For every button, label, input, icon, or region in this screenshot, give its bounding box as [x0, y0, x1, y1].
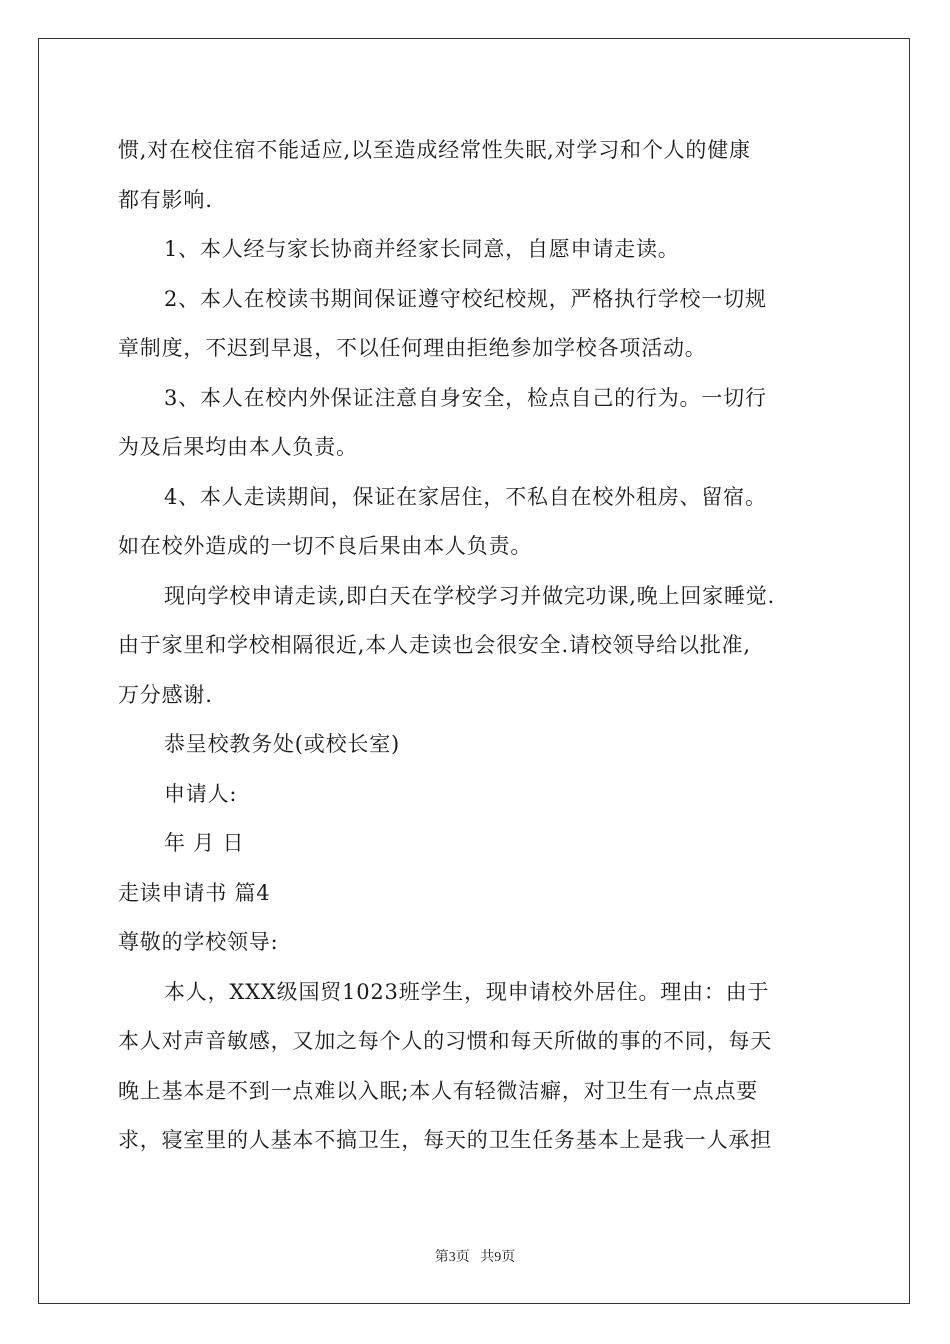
salutation: 尊敬的学校领导:: [118, 930, 279, 954]
document-body: [118, 126, 832, 1166]
text-line: 年 月 日: [164, 831, 245, 855]
text-line: 4、本人走读期间，保证在家居住，不私自在校外租房、留宿。: [164, 484, 767, 509]
text-line: 惯,对在校住宿不能适应,以至造成经常性失眠,对学习和个人的健康: [118, 138, 751, 162]
text-line: 如在校外造成的一切不良后果由本人负责。: [118, 534, 533, 558]
page-number: 第3页: [434, 1250, 470, 1265]
text-line: 本人对声音敏感，又加之每个人的习惯和每天所做的事的不同，每天: [118, 1029, 772, 1053]
text-line: 为及后果均由本人负责。: [118, 435, 358, 459]
text-line: 恭呈校教务处(或校长室): [164, 732, 400, 756]
text-line: 由于家里和学校相隔很近,本人走读也会很安全.请校领导给以批准,: [118, 633, 751, 657]
page-footer: [0, 1246, 950, 1266]
text-line: 1、本人经与家长协商并经家长同意，自愿申请走读。: [164, 237, 680, 261]
text-line: 万分感谢.: [118, 682, 213, 707]
text-line: 申请人:: [164, 781, 238, 806]
text-line: 晚上基本是不到一点难以入眠;本人有轻微洁癖，对卫生有一点点要: [118, 1078, 759, 1103]
section-heading: 走读申请书 篇4: [118, 880, 271, 905]
text-line: 本人，XXX级国贸1023班学生，现申请校外居住。理由：由于: [164, 979, 770, 1004]
text-line: 章制度，不迟到早退，不以任何理由拒绝参加学校各项活动。: [118, 336, 707, 360]
text-line: 现向学校申请走读,即白天在学校学习并做完功课,晚上回家睡觉.: [164, 583, 776, 608]
page-total: 共9页: [480, 1250, 516, 1265]
text-line: 求，寝室里的人基本不搞卫生，每天的卫生任务基本上是我一人承担: [118, 1128, 772, 1152]
text-line: 都有影响.: [118, 187, 213, 212]
text-line: 3、本人在校内外保证注意自身安全，检点自己的行为。一切行: [164, 385, 767, 410]
text-line: 2、本人在校读书期间保证遵守校纪校规，严格执行学校一切规: [164, 286, 767, 311]
